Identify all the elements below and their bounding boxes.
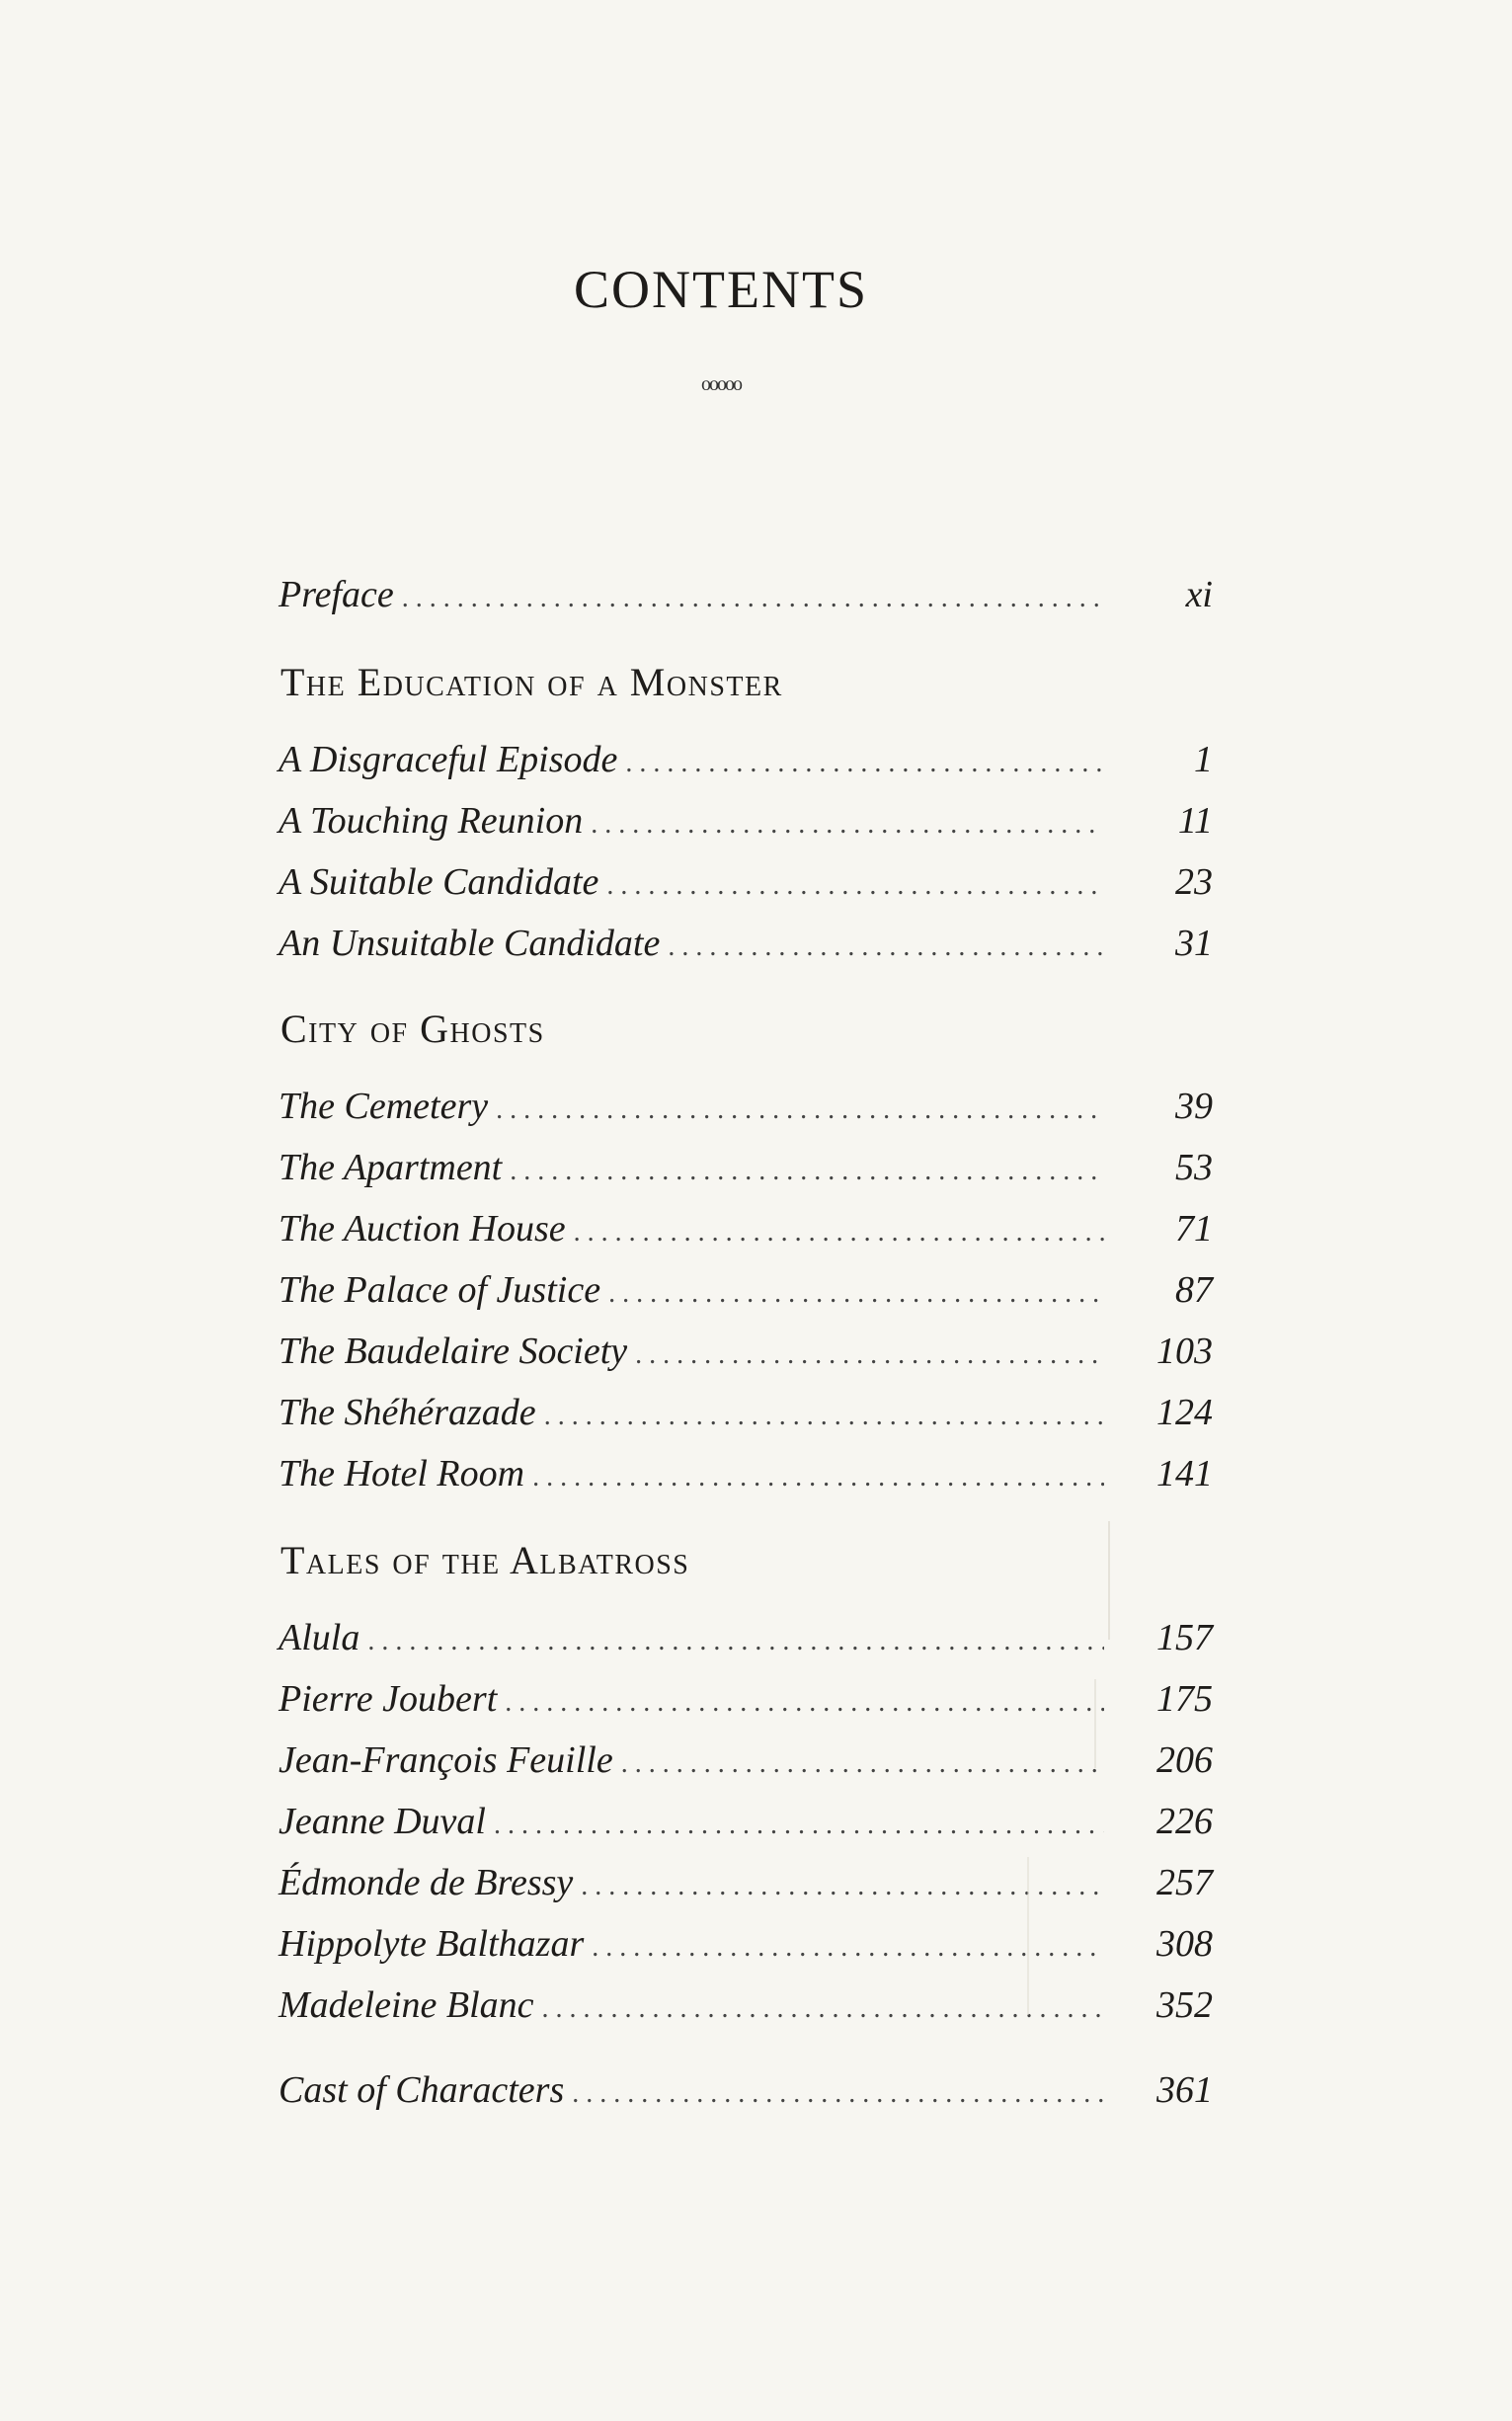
dot-leader [510, 1156, 1104, 1187]
dot-leader [635, 1339, 1104, 1371]
toc-entry[interactable] [279, 1085, 1213, 1140]
toc-entry-page: 226 [1156, 1801, 1213, 1842]
toc-entry-label: A Suitable Candidate [279, 861, 599, 903]
toc-entry-page: 103 [1156, 1331, 1213, 1372]
dot-leader [402, 583, 1104, 614]
toc-entry-label: Preface [279, 574, 394, 615]
toc-entry-page: 53 [1175, 1147, 1213, 1188]
toc-entry-page: 1 [1194, 739, 1213, 780]
toc-entry-label: An Unsuitable Candidate [279, 923, 661, 964]
scan-mark [1094, 1679, 1096, 1768]
toc-entry-label: The Hotel Room [279, 1453, 525, 1494]
toc-entry[interactable] [279, 1800, 1213, 1855]
toc-entry-cast-of-characters[interactable] [279, 2068, 1213, 2124]
dot-leader [494, 1810, 1104, 1841]
toc-entry[interactable] [279, 738, 1213, 793]
toc-entry[interactable] [279, 1207, 1213, 1262]
toc-entry-label: The Cemetery [279, 1086, 489, 1127]
toc-entry-page: 87 [1175, 1269, 1213, 1311]
toc-entry-label: Édmonde de Bressy [279, 1862, 574, 1903]
toc-entry-label: Jeanne Duval [279, 1801, 486, 1842]
section-heading-city-of-ghosts: City of Ghosts [280, 1007, 545, 1051]
dot-leader [608, 1278, 1104, 1310]
dot-leader [542, 1993, 1104, 2025]
toc-entry[interactable] [279, 799, 1213, 854]
toc-entry[interactable] [279, 860, 1213, 916]
toc-entry[interactable] [279, 1983, 1213, 2039]
dot-leader [668, 931, 1104, 963]
toc-entry-page: 11 [1177, 800, 1213, 842]
toc-entry-label: The Palace of Justice [279, 1269, 601, 1311]
toc-entry-preface[interactable] [279, 573, 1213, 628]
dot-leader [505, 1687, 1104, 1719]
dot-leader [367, 1626, 1104, 1657]
toc-entry-page: 141 [1156, 1453, 1213, 1494]
toc-entry-page: xi [1185, 574, 1213, 615]
toc-entry[interactable] [279, 922, 1213, 977]
toc-entry[interactable] [279, 1268, 1213, 1324]
toc-entry-page: 308 [1156, 1923, 1213, 1965]
toc-entry-label: The Shéhérazade [279, 1392, 536, 1433]
toc-entry-page: 39 [1175, 1086, 1213, 1127]
dot-leader [574, 1217, 1104, 1249]
toc-entry-label: The Apartment [279, 1147, 503, 1188]
toc-entry-label: A Disgraceful Episode [279, 739, 618, 780]
toc-entry-page: 23 [1175, 861, 1213, 903]
toc-entry-label: Hippolyte Balthazar [279, 1923, 585, 1965]
dot-leader [544, 1401, 1104, 1432]
toc-entry[interactable] [279, 1616, 1213, 1671]
dot-leader [591, 809, 1104, 841]
dot-leader [625, 748, 1104, 779]
scan-mark [1027, 1857, 1029, 2015]
toc-entry-page: 257 [1156, 1862, 1213, 1903]
scan-mark [1108, 1521, 1110, 1640]
dot-leader [496, 1094, 1104, 1126]
toc-entry-label: Pierre Joubert [279, 1678, 498, 1720]
dot-leader [572, 2078, 1104, 2110]
toc-entry[interactable] [279, 1146, 1213, 1201]
toc-entry-label: Cast of Characters [279, 2069, 565, 2111]
toc-entry[interactable] [279, 1922, 1213, 1977]
toc-entry-label: Madeleine Blanc [279, 1984, 534, 2026]
toc-entry-label: The Baudelaire Society [279, 1331, 628, 1372]
toc-entry[interactable] [279, 1330, 1213, 1385]
toc-entry[interactable] [279, 1452, 1213, 1507]
toc-entry[interactable] [279, 1861, 1213, 1916]
toc-entry-label: Jean-François Feuille [279, 1739, 613, 1781]
toc-entry-page: 206 [1156, 1739, 1213, 1781]
toc-entry[interactable] [279, 1391, 1213, 1446]
toc-entry-page: 361 [1156, 2069, 1213, 2111]
section-heading-tales-of-the-albatross: Tales of the Albatross [280, 1538, 690, 1582]
toc-entry[interactable] [279, 1738, 1213, 1794]
toc-entry-page: 71 [1175, 1208, 1213, 1250]
dot-leader [621, 1748, 1104, 1780]
ornament: ooooo [701, 373, 741, 395]
page-title: CONTENTS [574, 260, 868, 319]
toc-entry-page: 352 [1156, 1984, 1213, 2026]
toc-entry-page: 175 [1156, 1678, 1213, 1720]
toc-entry-page: 157 [1156, 1617, 1213, 1658]
dot-leader [532, 1462, 1104, 1493]
toc-entry-label: The Auction House [279, 1208, 566, 1250]
toc-entry-page: 31 [1175, 923, 1213, 964]
toc-entry[interactable] [279, 1677, 1213, 1733]
section-heading-education-of-a-monster: The Education of a Monster [280, 660, 783, 704]
toc-entry-page: 124 [1156, 1392, 1213, 1433]
dot-leader [606, 870, 1104, 902]
dot-leader [581, 1871, 1104, 1902]
toc-entry-label: A Touching Reunion [279, 800, 584, 842]
toc-entry-label: Alula [279, 1617, 360, 1658]
